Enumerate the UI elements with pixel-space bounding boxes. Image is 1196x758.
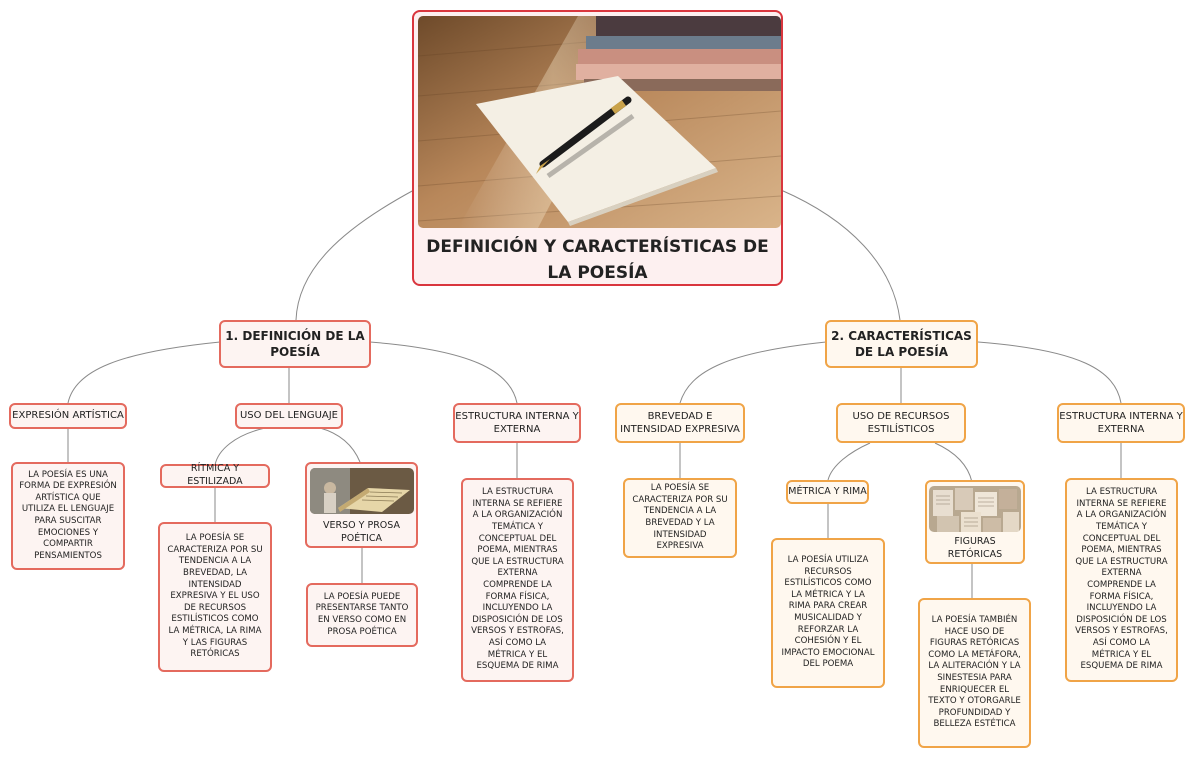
stacked-pages-illustration (929, 486, 1021, 532)
node-label: VERSO Y PROSA POÉTICA (323, 520, 400, 545)
detail-text: LA POESÍA SE CARACTERIZA POR SU TENDENCIA A LA BREVEDAD, LA INTENSIDAD EXPRESIVA Y EL USO DE RECURSOS ESTILÍSTICOS COMO LA MÉTRICA, LA RIMA Y LAS FIGURAS RETÓRICAS (167, 533, 263, 660)
node-label: RÍTMICA Y ESTILIZADA (187, 463, 243, 487)
node-verso-prosa[interactable] (305, 462, 418, 548)
open-book-illustration (310, 468, 414, 514)
node-label: USO DE RECURSOS ESTILÍSTICOS (852, 410, 950, 435)
detail-estructura-caracteristicas[interactable] (1065, 478, 1178, 682)
connector (296, 190, 414, 320)
connector (935, 443, 972, 482)
node-label: MÉTRICA Y RIMA (788, 485, 867, 497)
node-label: ESTRUCTURA INTERNA Y EXTERNA (1059, 410, 1183, 435)
root-node[interactable] (412, 10, 783, 286)
detail-text: LA POESÍA PUEDE PRESENTARSE TANTO EN VERSO COMO EN PROSA POÉTICA (315, 591, 409, 637)
node-expresion-artistica[interactable] (9, 403, 127, 429)
branch-caracteristicas[interactable] (825, 320, 978, 368)
detail-estructura-definicion[interactable] (461, 478, 574, 682)
connector (828, 443, 870, 480)
open-book-image (310, 468, 414, 514)
branch-definicion[interactable] (219, 320, 371, 368)
branch-title: 2. CARACTERÍSTICAS DE LA POESÍA (831, 328, 972, 359)
node-label: FIGURAS RETÓRICAS (947, 536, 1003, 561)
node-label: ESTRUCTURA INTERNA Y EXTERNA (455, 410, 579, 435)
node-brevedad[interactable] (615, 403, 745, 443)
paper-and-pen-image (418, 16, 781, 228)
node-estructura-caracteristicas[interactable] (1057, 403, 1185, 443)
detail-metrica-rima[interactable] (771, 538, 885, 688)
connector (978, 342, 1121, 403)
detail-figuras-retoricas[interactable] (918, 598, 1031, 748)
node-figuras-retoricas[interactable] (925, 480, 1025, 564)
connector (215, 428, 265, 465)
node-estructura-definicion[interactable] (453, 403, 581, 443)
node-metrica-rima[interactable] (786, 480, 869, 504)
paper-and-pen-illustration (418, 16, 781, 228)
root-title: DEFINICIÓN Y CARACTERÍSTICAS DE LA POESÍA (426, 237, 769, 284)
detail-text: LA ESTRUCTURA INTERNA SE REFIERE A LA ORGANIZACIÓN TEMÁTICA Y CONCEPTUAL DEL POEMA, MIENTRAS QUE LA ESTRUCTURA EXTERNA COMPRENDE LA FORMA FÍSICA, INCLUYENDO LA DISPOSICIÓN DE LOS VERSOS Y ESTROFAS, ASÍ COMO LA MÉTRICA Y EL ESQUEMA DE RIMA (471, 487, 564, 672)
stacked-pages-image (929, 486, 1021, 532)
node-label: EXPRESIÓN ARTÍSTICA (12, 410, 124, 422)
detail-text: LA POESÍA SE CARACTERIZA POR SU TENDENCIA A LA BREVEDAD Y LA INTENSIDAD EXPRESIVA (632, 483, 728, 552)
detail-text: LA POESÍA TAMBIÉN HACE USO DE FIGURAS RETÓRICAS COMO LA METÁFORA, LA ALITERACIÓN Y LA SINESTESIA PARA ENRIQUECER EL TEXTO Y OTORGARLE PROFUNDIDAD Y BELLEZA ESTÉTICA (928, 615, 1021, 730)
detail-text: LA POESÍA ES UNA FORMA DE EXPRESIÓN ARTÍSTICA QUE UTILIZA EL LENGUAJE PARA SUSCITAR EMOCIONES Y COMPARTIR PENSAMIENTOS (19, 469, 117, 561)
connector (781, 190, 900, 320)
connector (68, 342, 220, 403)
node-label: USO DEL LENGUAJE (239, 410, 339, 422)
connector (320, 428, 360, 462)
detail-brevedad[interactable] (623, 478, 737, 558)
detail-expresion-artistica[interactable] (11, 462, 125, 570)
connector (680, 342, 826, 403)
detail-text: LA POESÍA UTILIZA RECURSOS ESTILÍSTICOS COMO LA MÉTRICA Y LA RIMA PARA CREAR MUSICALIDAD Y REFORZAR LA COHESIÓN Y EL IMPACTO EMOCIONAL DEL POEMA (781, 555, 875, 670)
branch-title: 1. DEFINICIÓN DE LA POESÍA (225, 328, 365, 359)
node-label: BREVEDAD E INTENSIDAD EXPRESIVA (620, 410, 740, 435)
detail-ritmica-estilizada[interactable] (158, 522, 272, 672)
connector (370, 342, 517, 403)
node-uso-del-lenguaje[interactable] (235, 403, 343, 429)
detail-verso-prosa[interactable] (306, 583, 418, 647)
node-ritmica-estilizada[interactable] (160, 464, 270, 488)
detail-text: LA ESTRUCTURA INTERNA SE REFIERE A LA ORGANIZACIÓN TEMÁTICA Y CONCEPTUAL DEL POEMA, MIENTRAS QUE LA ESTRUCTURA EXTERNA COMPRENDE LA FORMA FÍSICA, INCLUYENDO LA DISPOSICIÓN DE LOS VERSOS Y ESTROFAS, ASÍ COMO LA MÉTRICA Y EL ESQUEMA DE RIMA (1075, 487, 1168, 672)
node-recursos-estilisticos[interactable] (836, 403, 966, 443)
